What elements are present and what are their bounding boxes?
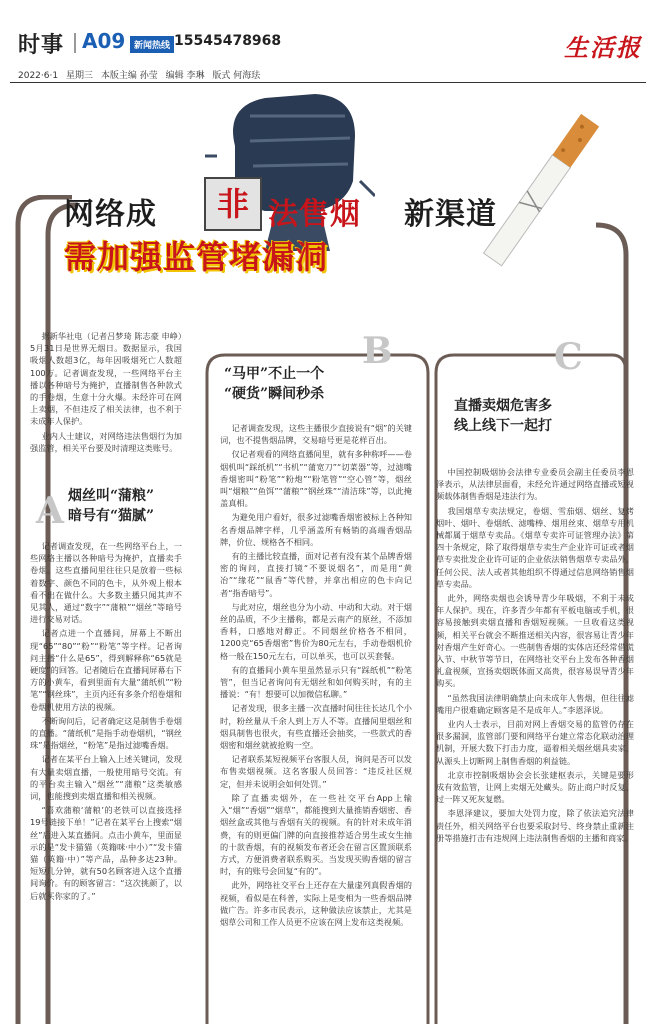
- headline-fei-char: 非: [204, 177, 262, 231]
- paragraph: 中国控制吸烟协会法律专业委员会副主任委员李恩泽表示，从法律层面看，未经允许通过网络直播或短视频载体制售香烟是违法行为。: [436, 467, 634, 502]
- section-letter-b: B: [362, 330, 393, 372]
- paragraph: 有的主播比较直播，面对记者有没有某个品牌香烟密的询问，直接打镜“不要说烟名”，而是用“黄冶”“缘花”“鼠香”等代替，并拿出相应的色卡向记者“指香暗号”。: [220, 551, 412, 598]
- paragraph: 记者调查发现，这些主播很少直接说有“烟”的关键词，也不提售烟品牌，交易暗号更是花样百出。: [220, 423, 412, 446]
- hotline-number: 15545478968: [174, 33, 282, 49]
- paragraph: 不断询问后，记者确定这是制售手卷烟的直播。“蒲纸机”是指手动卷烟机，“钢丝珠”是指烟丝，“粉笔”是指过滤嘴香烟。: [30, 715, 182, 751]
- paragraph: 我国烟草专卖法规定，卷烟、雪茄烟、烟丝、复烤烟叶、烟叶、卷烟纸、滤嘴棒、烟用丝束、烟草专用机械都属于烟草专卖品。《烟草专卖许可证管理办法》第四十条规定，除了取得烟草专卖生产企业许可证或者烟草专卖批发企业许可证的企业依法销售烟草专卖品外，任何公民、法人或者其他组织不得通过信息网络销售烟草专卖品。: [436, 505, 634, 589]
- paragraph: 此外，网络卖烟也会诱导青少年吸烟，不利于未成年人保护。现在，许多青少年都有平板电脑或手机，很容易接触到卖烟直播和香烟短视频。一旦收看这类视频，相关平台就会不断推送相关内容，很容易让青少年对香烟产生好奇心。一些制售香烟的实体店还经常借谎入节、中秋节等节日，在网络社交平台上发布各种香烟礼盒视频，宣扬卖烟既体面又高贵，很容易误导青少年购买。: [436, 593, 634, 689]
- paragraph: 李恩泽建议，要加大处罚力度，除了依法追究法律责任外，相关网络平台也要采取封号、终身禁止重新注册等措施打击有违规网上违法制售香烟的主播和商家。: [436, 808, 634, 843]
- paragraph: 有的直播间小黄车里虽然显示只有“踩纸机”“粉笔管”，但当记者询问有无烟丝和如何购买时，有的主播说：“有！想要可以加微信私聊。”: [220, 664, 412, 700]
- section-a-subtitle-line-2: 暗号有“猫腻”: [68, 508, 155, 524]
- paragraph: 业内人士表示，目前对网上香烟交易的监管仍存在很多漏洞，监管部门要和网络平台建立常态化联动治理机制，开展大数下打击力度，逼着相关烟丝烟具卖家，从源头上切断网上制售香烟的利益链。: [436, 719, 634, 766]
- issue-info: [18, 68, 265, 81]
- headline-part-1: 网络成: [64, 197, 157, 232]
- section-letter-a: A: [36, 490, 64, 532]
- paragraph: 记者发现，很多主播一次直播时间往往长达几个小时，粉丝量从千余人到上万人不等。直播间里烟丝和烟具制售也很火，有些直播还会抽奖，一些款式的香烟密和烟丝就被抢购一空。: [220, 703, 412, 751]
- headline-line-2: 需加强监管堵漏洞: [64, 238, 329, 276]
- section-a-subtitle-line-1: 烟丝叫“蒲粮”: [68, 488, 155, 504]
- paragraph: 除了直播卖烟外，在一些社交平台App上输入“烟”“香烟”“烟草”，都能搜到大量推销香烟密、香烟丝盒或其他与香烟有关的视频。有的针对未成年消费，有的则更偏门牌的向直接推荐适合男生或女生抽的十款香烟，有的视频发布者还会在留言区置顶联系方式，方便消费者联系购买。当发现买购香烟的留言时，有的账号会回复“有的”。: [220, 792, 412, 877]
- page-number: A09: [82, 29, 126, 53]
- paragraph: 记者调查发现，在一些网络平台上，一些网络主播以各种暗号为掩护，直播卖手卷烟。这些直播间里往往只是放着一些标着数字、颜色不同的色卡，从外观上根本看不出在做什么。大多数主播只闻其声不见其人，通过“数字”“蒲粮”“烟丝”等暗号进行交易对话。: [30, 541, 182, 625]
- section-c-subtitle-line-1: 直播卖烟危害多: [454, 398, 552, 414]
- header-divider: [74, 33, 76, 53]
- paragraph: 北京市控制吸烟协会会长张建枢表示，关键是要形成有效监管，让网上卖烟无处藏头。防止商户时反复、过一阵又死灰复燃。: [436, 769, 634, 805]
- page-header: [8, 28, 648, 60]
- section-c-body: [436, 466, 634, 846]
- section-a-body: [30, 540, 182, 904]
- section-b-subtitle-line-2: “硬货”瞬间秒杀: [224, 386, 325, 402]
- newspaper-logo: 生活报: [564, 33, 642, 62]
- section-letter-c: C: [554, 336, 583, 378]
- paragraph: 仅记者观看的网络直播间里，就有多种称呼——卷烟机叫“踩纸机”“书机”“蒲宽刀”“切菜器”等，过滤嘴香烟密叫“粉笔”“粉炮”“粉笔管”“空心管”等，烟丝叫“烟粮”“鱼饵”“蒲粮”“钢丝珠”“清洁珠”等，以此掩盖真相。: [220, 449, 412, 509]
- headline-part-2: 法售烟: [268, 197, 361, 232]
- paragraph: 此外，网络社交平台上还存在大量虚列真假香烟的视频，看似是在科普，实际上是变相为一些香烟品牌做广告。许多市民表示，这种做法应该禁止，尤其是烟草公司和工作人员更不应该在网上发布这类视频。: [220, 880, 412, 927]
- section-b-subtitle: [224, 364, 404, 404]
- issue-weekday: 星期三: [65, 71, 93, 81]
- layout-editor: 版式 何海珐: [212, 71, 261, 81]
- article-intro: [30, 330, 182, 456]
- intro-paragraph: 据新华社电（记者吕梦琦 陈志豪 申峥）5月31日是世界无烟日。数据显示，我国吸烟人数超3亿，每年因吸烟死亡人数超100万。记者调查发现，一些网络平台主播以各种暗号为掩护，直播制售各种款式的手卷烟，生意十分火爆。未经许可在网上卖烟，不但违反了相关法律，也不利于未成年人保护。: [30, 331, 182, 427]
- paragraph: 与此对应，烟丝也分为小动、中动和大动。对于烟丝的品质，不少主播称，都是云南产的原丝，不添加香料，口感地对醇正。不同烟丝价格各不相同，1200克“65香烟密”售价为80元左右，手动卷烟机价格一般在150元左右，可以单买，也可以买套餐。: [220, 601, 412, 661]
- chief-editor: 本版主编 孙莹: [100, 71, 158, 81]
- intro-paragraph: 业内人士建议，对网络违法售烟行为加强监管，相关平台要及时清理这类账号。: [30, 430, 182, 453]
- section-c-subtitle: [454, 396, 624, 436]
- issue-date: 2022·6·1: [18, 71, 59, 81]
- editor: 编辑 李琳: [165, 71, 205, 81]
- section-title: 时事: [18, 33, 65, 58]
- paragraph: 记者联系某短视频平台客服人员，询问是否可以发布售卖烟视频。这名客服人员回答：“违反社区规定，但并未说明会如何处罚。”: [220, 754, 412, 789]
- paragraph: “虽然我国法律明确禁止向未成年人售烟，但往往滤嘴用户很难确定顾客是不是成年人。”李恩泽说。: [436, 692, 634, 715]
- headline-part-3: 新渠道: [404, 197, 497, 232]
- hotline-label: 新闻热线: [130, 36, 174, 53]
- paragraph: 为避免用户看好，很多过滤嘴香烟密被标上各种知名香烟品牌字样，几乎涵盖所有畅销的高端香烟品牌，价位、规格各不相同。: [220, 512, 412, 547]
- section-a-subtitle: [68, 486, 188, 526]
- headline-line-1: [64, 177, 624, 237]
- section-c-subtitle-line-2: 线上线下一起打: [454, 418, 552, 434]
- header-rule: [10, 82, 646, 83]
- paragraph: 记者点进一个直播间，屏幕上不断出现“65”“80”“粉”“粉笔”等字样。记者询问主播“什么是65”，得到解释称“65就是硬度”的回答。记者随后在直播间屏幕右下方的小黄车，看到里面有大量“蒲纸机”“粉笔”“钢丝珠”，主页内还有多条介绍卷烟和卷烟机使用方法的视频。: [30, 628, 182, 712]
- paragraph: “喜欢蒲粮‘蒲粮’的老铁可以直接选择19号链接下单！”记者在某平台上搜索“烟丝”后进入某直播间。点击小黄车，里面显示的是“发卡猫猫（英籍咪·中小）”“发卡猫猫（英籍·中）”等产品，品种多达23种。短短几分钟，就有50名顾客进入这个直播间询价。有的顾客留言：“这次挑颜了，以后就买你家的了。”: [30, 805, 182, 901]
- section-b-body: [220, 422, 412, 930]
- section-b-subtitle-line-1: “马甲”不止一个: [224, 366, 325, 382]
- paragraph: 记者在某平台上输入上述关键词，发现有大量卖烟直播，一般使用暗号交流。有的平台卖主输入“烟丝”“蒲粮”这类敏感词，也能搜到卖烟直播和相关视频。: [30, 754, 182, 802]
